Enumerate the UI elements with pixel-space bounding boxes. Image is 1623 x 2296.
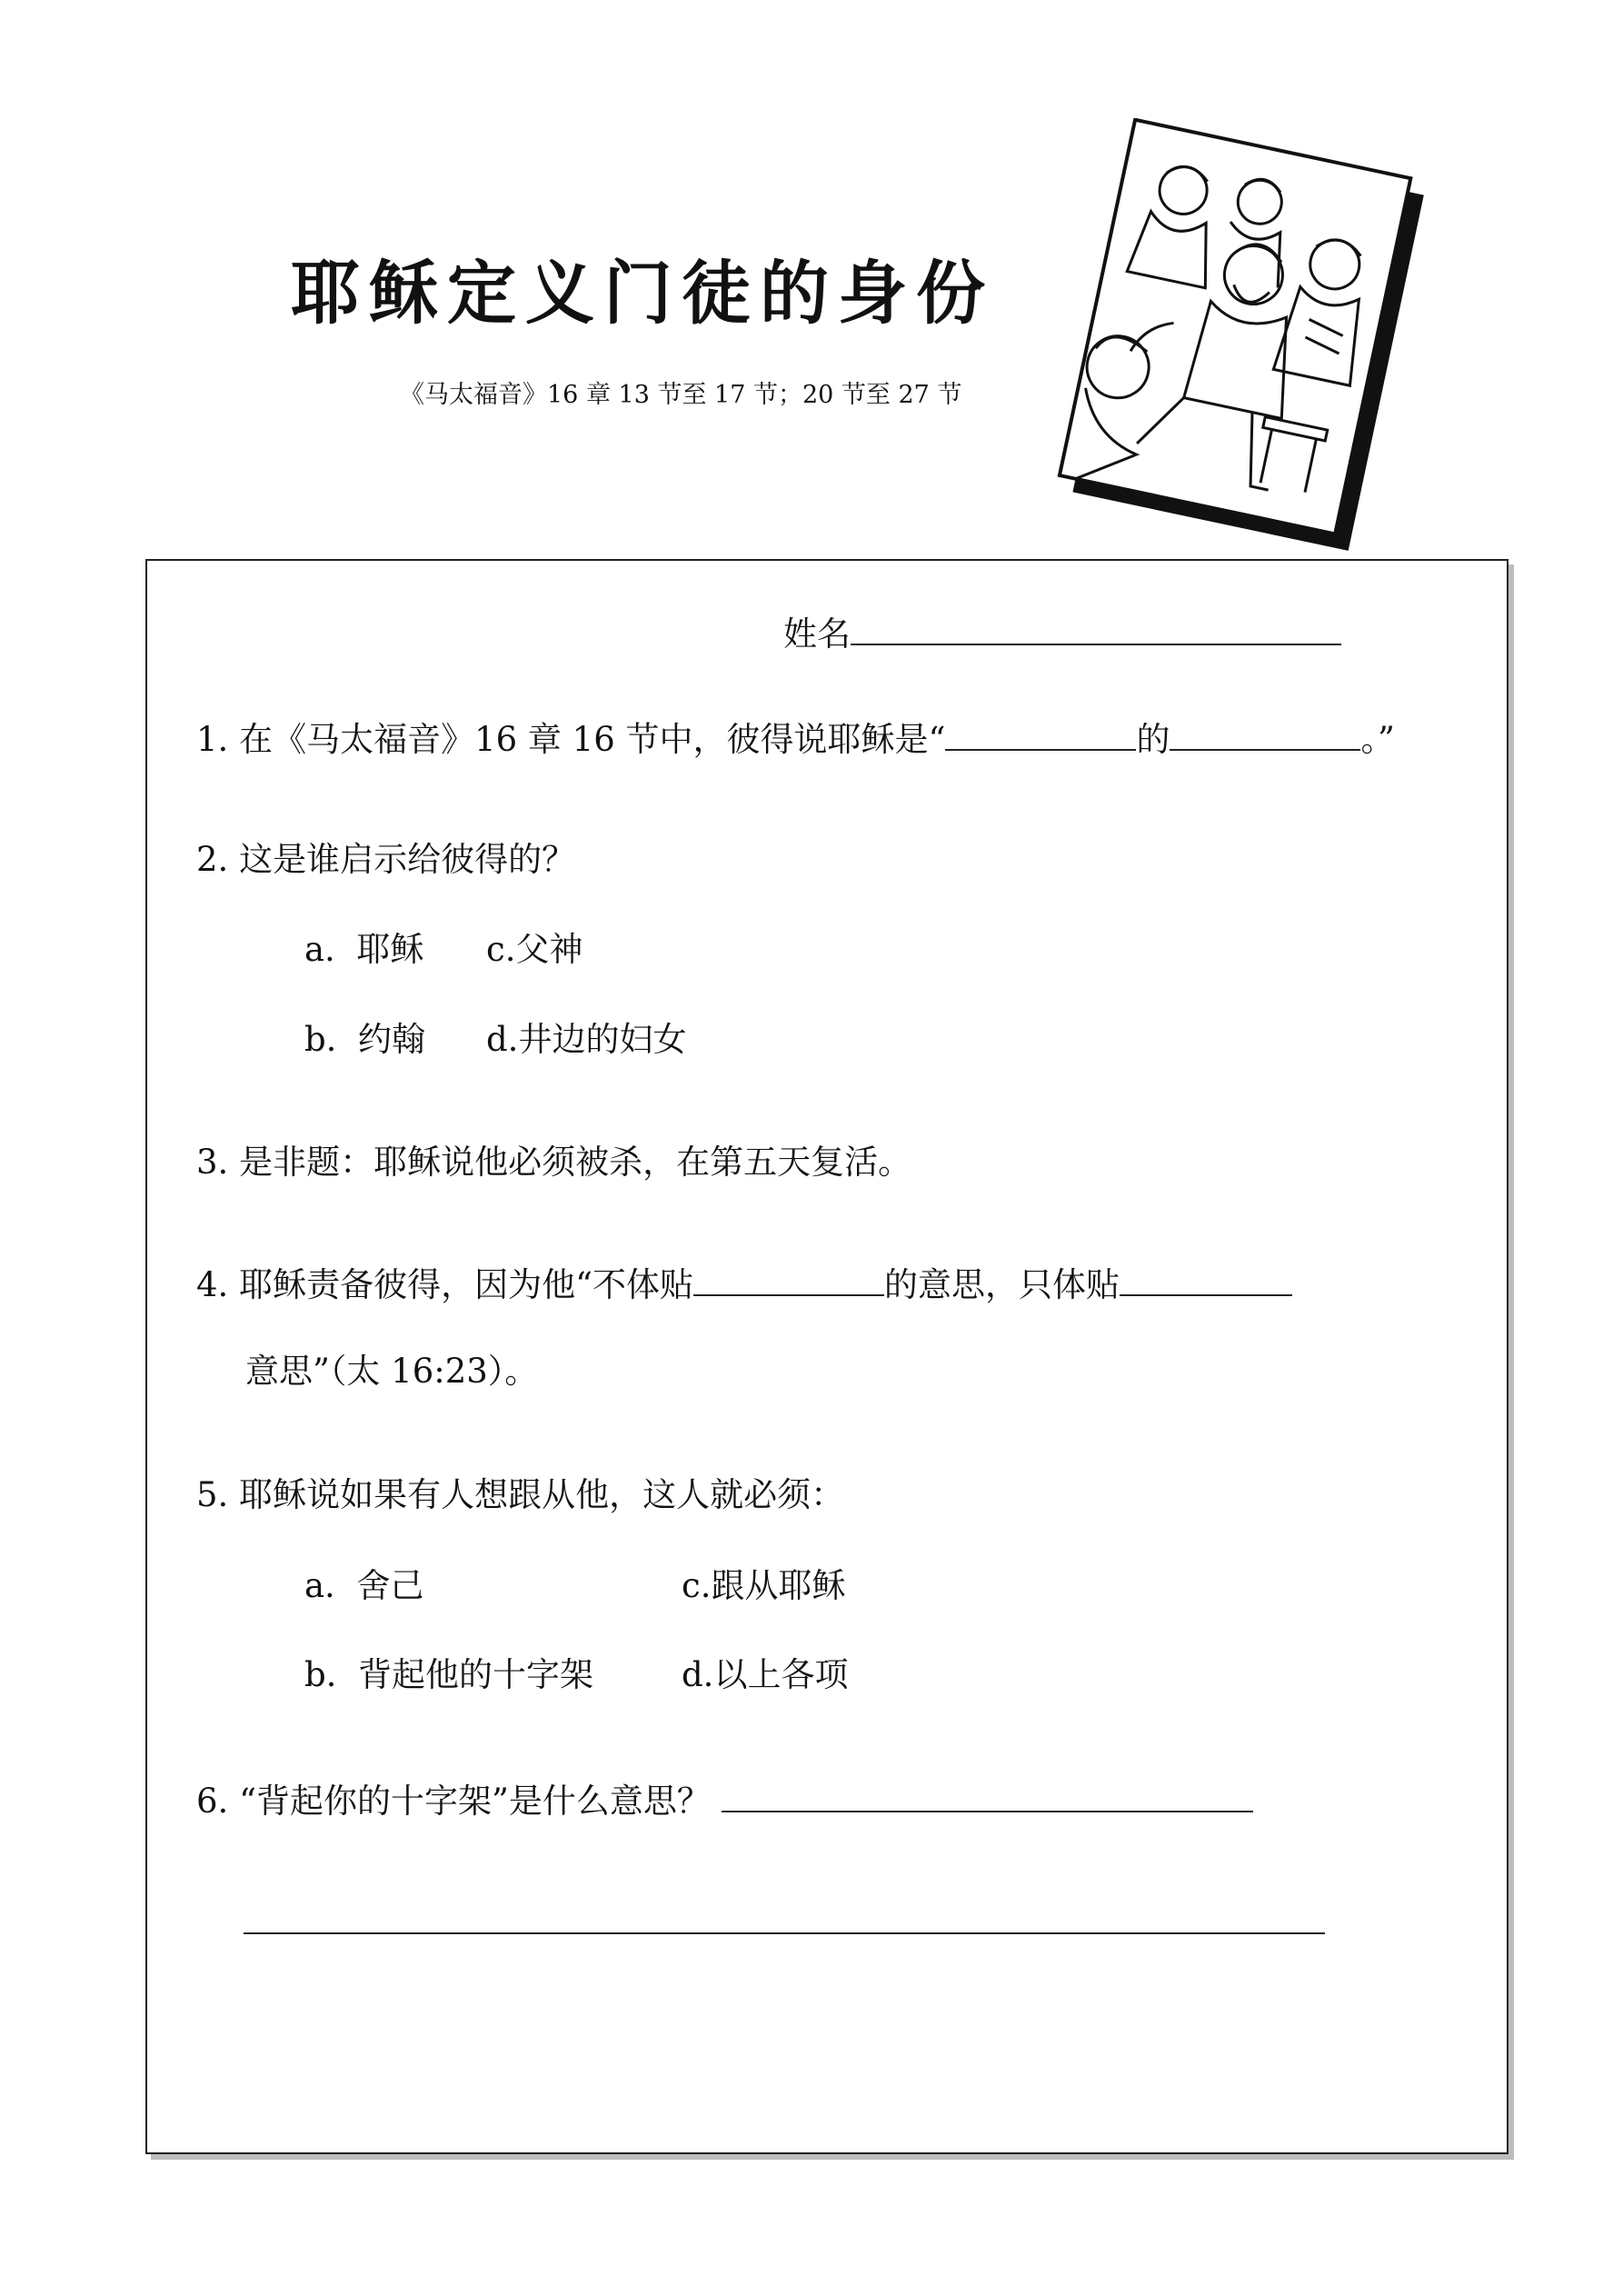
option-text: 舍己 [356,1566,424,1605]
question-2-option-a[interactable] [304,927,423,973]
option-text: 耶稣 [356,930,424,969]
question-4-blank-1[interactable] [693,1262,884,1296]
question-1-text-b: 的 [1136,720,1170,759]
option-text: 背起他的十字架 [357,1655,593,1694]
name-blank[interactable] [851,611,1341,645]
question-2 [196,837,575,883]
question-3 [196,1140,911,1185]
question-5-text: 耶稣说如果有人想跟从他，这人就必须： [239,1475,845,1514]
scripture-reference: 《马太福音》16 章 13 节至 17 节；20 节至 27 节 [400,381,962,409]
option-text: 约翰 [357,1020,425,1059]
question-3-number: 3. [196,1143,229,1182]
option-letter: a. [304,930,335,969]
option-text: 父神 [515,930,583,969]
question-5 [196,1472,844,1518]
question-5-option-a[interactable] [304,1563,423,1609]
question-6-blank-2[interactable] [244,1902,1325,1934]
question-1-text-c: 。” [1360,720,1395,759]
question-4-text-b: 的意思，只体贴 [884,1265,1120,1304]
option-text: 以上各项 [713,1655,849,1694]
question-2-number: 2. [196,840,229,879]
question-4-number: 4. [196,1265,229,1304]
option-letter: d. [682,1655,714,1694]
question-4 [196,1262,1292,1308]
option-letter: d. [486,1020,519,1059]
name-row [783,611,1341,657]
page-title: 耶稣定义门徒的身份 [291,253,994,334]
question-4-blank-2[interactable] [1120,1262,1292,1296]
question-2-text: 这是谁启示给彼得的？ [239,840,576,879]
question-2-option-b[interactable] [304,1017,425,1063]
question-4-text-c: 意思”（太 16:23）。 [245,1352,539,1391]
question-5-option-b[interactable] [304,1652,593,1698]
question-6-number: 6. [196,1782,229,1821]
option-letter: c. [486,930,516,969]
question-1 [196,716,1395,763]
question-2-option-d[interactable] [486,1017,686,1063]
option-letter: a. [304,1566,335,1605]
question-6-text: “背起你的十字架”是什么意思？ [239,1782,711,1821]
question-3-text: 是非题：耶稣说他必须被杀，在第五天复活。 [239,1143,912,1182]
question-6-blank-1[interactable] [722,1778,1253,1812]
question-1-text-a: 在《马太福音》16 章 16 节中，彼得说耶稣是“ [239,720,946,759]
option-text: 跟从耶稣 [711,1566,846,1605]
name-label: 姓名 [783,614,851,654]
option-letter: b. [304,1655,337,1694]
question-5-option-c[interactable] [682,1563,845,1609]
question-1-blank-1[interactable] [945,716,1136,751]
question-1-blank-2[interactable] [1170,716,1360,751]
question-2-option-c[interactable] [486,927,582,973]
question-6 [196,1778,1253,1824]
option-text: 井边的妇女 [518,1020,687,1059]
option-letter: c. [682,1566,712,1605]
option-letter: b. [304,1020,337,1059]
illustration-image [1045,118,1427,554]
question-5-option-d[interactable] [682,1652,848,1698]
question-4-text-a: 耶稣责备彼得，因为他“不体贴 [239,1265,693,1304]
question-1-number: 1. [196,720,229,759]
question-4-continued [245,1349,538,1394]
question-5-number: 5. [196,1475,229,1514]
